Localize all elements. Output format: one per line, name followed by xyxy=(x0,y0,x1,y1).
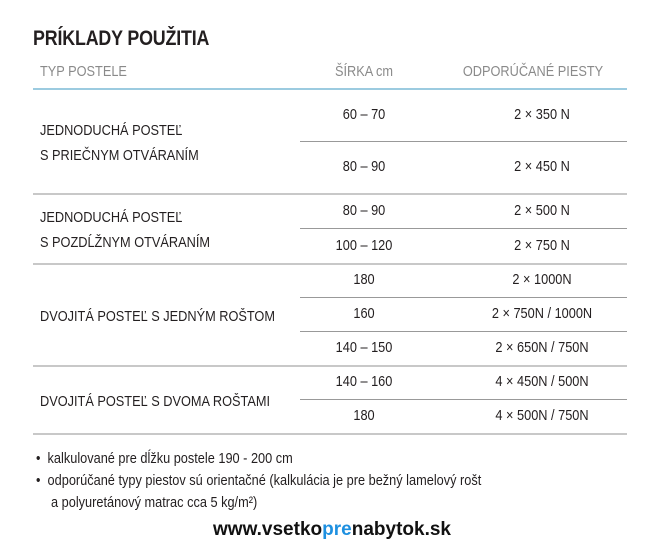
note-1: • kalkulované pre dĺžku postele 190 - 200 cm xyxy=(36,450,293,467)
group-divider xyxy=(33,365,627,367)
row-divider xyxy=(300,399,627,400)
width-cell: 140 – 150 xyxy=(335,339,393,356)
width-cell: 100 – 120 xyxy=(335,236,393,254)
width-cell: 80 – 90 xyxy=(342,158,386,175)
pistons-cell: 4 × 450N / 500N xyxy=(495,373,589,390)
pistons-cell: 2 × 750 N xyxy=(514,236,570,254)
pistons-cell: 2 × 450 N xyxy=(514,158,570,175)
bed-type-line: JEDNODUCHÁ POSTEĽ xyxy=(40,122,183,139)
bed-type-line: S PRIEČNYM OTVÁRANÍM xyxy=(40,147,199,164)
pistons-cell: 4 × 500N / 750N xyxy=(495,407,589,424)
bed-type-line: S POZDĹŽNYM OTVÁRANÍM xyxy=(40,234,211,251)
width-cell: 60 – 70 xyxy=(342,106,386,123)
header-width: ŠÍRKA cm xyxy=(334,63,394,80)
row-divider xyxy=(300,297,627,298)
bed-type-line: DVOJITÁ POSTEĽ S DVOMA ROŠTAMI xyxy=(40,392,271,410)
pistons-cell: 2 × 650N / 750N xyxy=(495,339,589,356)
group-divider xyxy=(33,263,627,265)
header-pistons: ODPORÚČANÉ PIESTY xyxy=(462,63,604,80)
website-url[interactable]: www.vsetkoprenabytok.sk xyxy=(213,519,451,540)
width-cell: 140 – 160 xyxy=(335,373,393,390)
pistons-cell: 2 × 500 N xyxy=(514,201,570,219)
header-divider xyxy=(33,88,627,90)
row-divider xyxy=(300,331,627,332)
pistons-cell: 2 × 1000N xyxy=(512,271,572,288)
page-title: PRÍKLADY POUŽITIA xyxy=(33,27,210,50)
pistons-cell: 2 × 350 N xyxy=(514,106,570,123)
row-divider xyxy=(300,141,627,142)
note-text: kalkulované pre dĺžku postele 190 - 200 cm xyxy=(47,450,293,467)
note-2: • odporúčané typy piestov sú orientačné (kalkulácia je pre bežný lamelový rošt xyxy=(36,472,482,489)
bed-type-line: DVOJITÁ POSTEĽ S JEDNÝM ROŠTOM xyxy=(40,307,275,325)
group-divider xyxy=(33,433,627,435)
group-divider xyxy=(33,193,627,195)
note-2-cont: a polyuretánový matrac cca 5 kg/m²) xyxy=(51,494,258,511)
width-cell: 180 xyxy=(353,407,375,424)
width-cell: 80 – 90 xyxy=(342,201,386,219)
header-type: TYP POSTELE xyxy=(40,63,127,80)
bed-type xyxy=(40,205,210,255)
width-cell: 180 xyxy=(353,271,375,288)
bed-type xyxy=(40,389,270,414)
note-text: odporúčané typy piestov sú orientačné (kalkulácia je pre bežný lamelový rošt xyxy=(47,472,482,489)
bed-type xyxy=(40,304,275,329)
row-divider xyxy=(300,228,627,229)
width-cell: 160 xyxy=(353,305,375,322)
pistons-cell: 2 × 750N / 1000N xyxy=(491,305,593,322)
bed-type xyxy=(40,118,199,168)
bed-type-line: JEDNODUCHÁ POSTEĽ xyxy=(40,209,183,226)
